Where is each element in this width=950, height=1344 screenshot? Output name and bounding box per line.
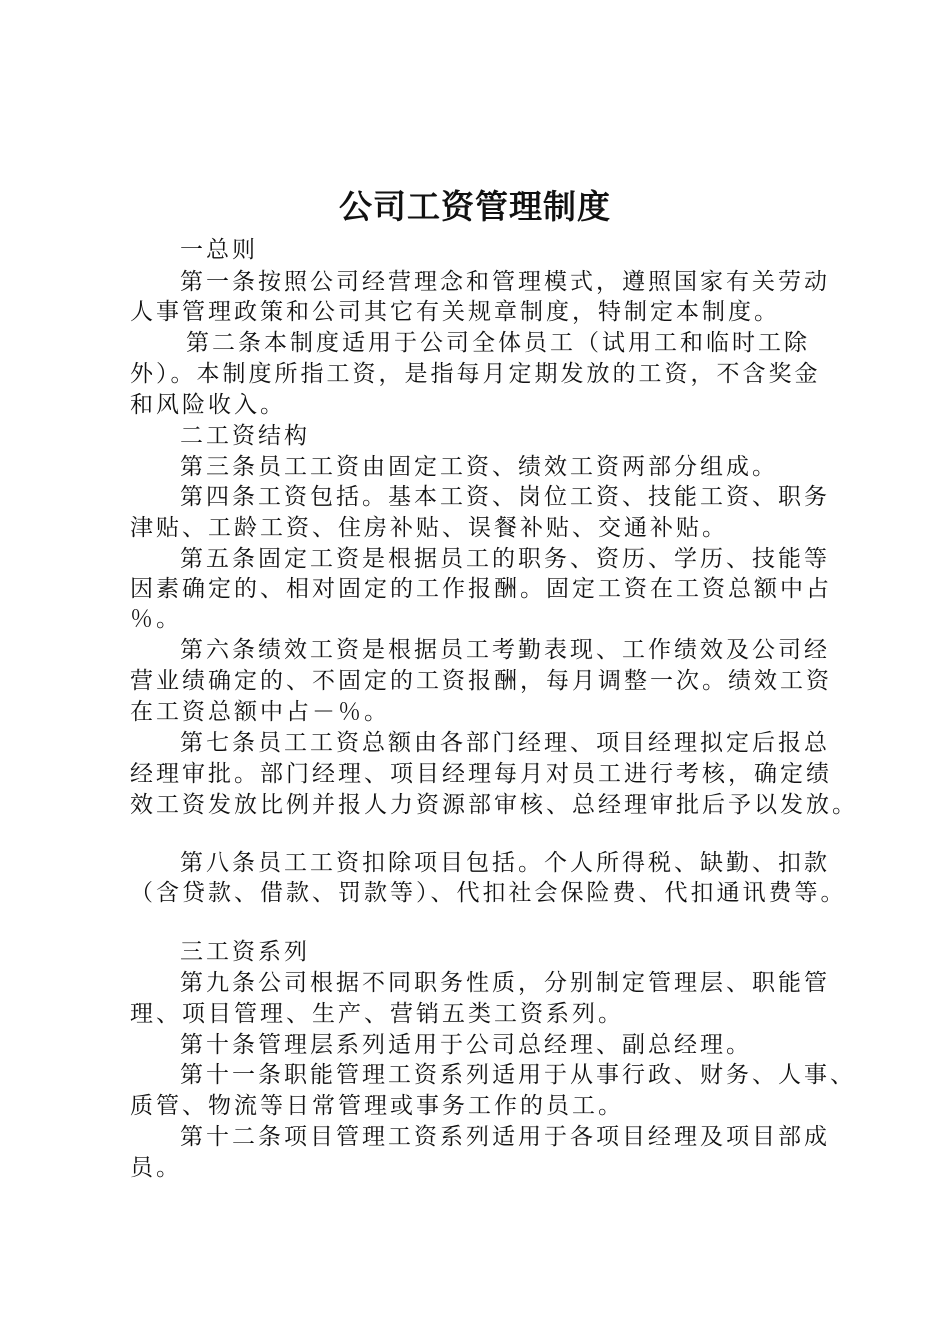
- paragraph-line: 第八条员工工资扣除项目包括。个人所得税、缺勤、扣款: [180, 850, 830, 876]
- paragraph-line: 营业绩确定的、不固定的工资报酬，每月调整一次。绩效工资: [130, 668, 832, 694]
- paragraph-line: 第四条工资包括。基本工资、岗位工资、技能工资、职务: [180, 484, 830, 510]
- paragraph-line: 和风险收入。: [130, 392, 286, 418]
- paragraph-line: 质管、物流等日常管理或事务工作的员工。: [130, 1093, 624, 1119]
- paragraph-line: 第九条公司根据不同职务性质，分别制定管理层、职能管: [180, 970, 830, 996]
- paragraph-line: 在工资总额中占－％。: [130, 699, 390, 725]
- section-heading-general: 一总则: [180, 237, 258, 263]
- paragraph-line: （含贷款、借款、罚款等）、代扣社会保险费、代扣通讯费等。: [130, 880, 847, 906]
- paragraph-line: 因素确定的、相对固定的工作报酬。固定工资在工资总额中占: [130, 576, 832, 602]
- paragraph-line: 第五条固定工资是根据员工的职务、资历、学历、技能等: [180, 546, 830, 572]
- paragraph-line: 员。: [130, 1155, 182, 1181]
- paragraph-line: 人事管理政策和公司其它有关规章制度，特制定本制度。: [130, 299, 780, 325]
- paragraph-line: 第十条管理层系列适用于公司总经理、副总经理。: [180, 1032, 752, 1058]
- paragraph-line: ％。: [130, 606, 182, 632]
- paragraph-line: 经理审批。部门经理、项目经理每月对员工进行考核，确定绩: [130, 761, 832, 787]
- paragraph-line: 外）。本制度所指工资，是指每月定期发放的工资，不含奖金: [130, 361, 821, 387]
- section-heading-structure: 二工资结构: [180, 423, 310, 449]
- paragraph-line: 第七条员工工资总额由各部门经理、项目经理拟定后报总: [180, 730, 830, 756]
- section-heading-series: 三工资系列: [180, 939, 310, 965]
- paragraph-line: 津贴、工龄工资、住房补贴、误餐补贴、交通补贴。: [130, 515, 728, 541]
- paragraph-line: 第十一条职能管理工资系列适用于从事行政、财务、人事、: [180, 1062, 856, 1088]
- paragraph-line: 第十二条项目管理工资系列适用于各项目经理及项目部成: [180, 1124, 830, 1150]
- document-title: 公司工资管理制度: [339, 187, 611, 226]
- paragraph-line: 第六条绩效工资是根据员工考勤表现、工作绩效及公司经: [180, 637, 830, 663]
- paragraph-line: 第二条本制度适用于公司全体员工（试用工和临时工除: [186, 330, 810, 356]
- paragraph-line: 理、项目管理、生产、营销五类工资系列。: [130, 1001, 624, 1027]
- paragraph-line: 第三条员工工资由固定工资、绩效工资两部分组成。: [180, 454, 778, 480]
- paragraph-line: 效工资发放比例并报人力资源部审核、总经理审批后予以发放。: [130, 792, 858, 818]
- paragraph-line: 第一条按照公司经营理念和管理模式，遵照国家有关劳动: [180, 269, 830, 295]
